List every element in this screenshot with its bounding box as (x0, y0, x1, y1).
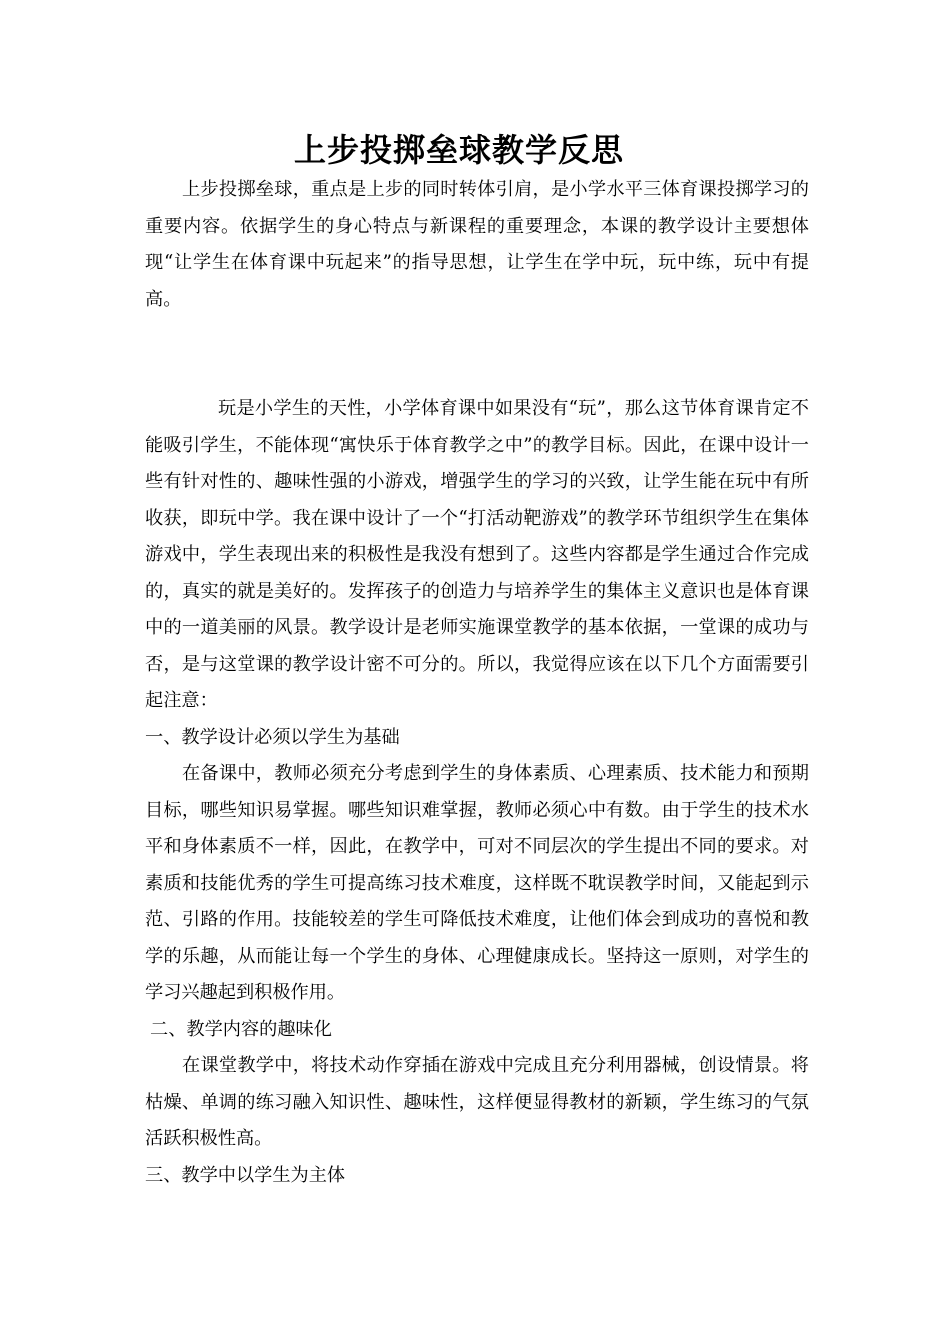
paragraph-play: 玩是小学生的天性，小学体育课中如果没有“玩”，那么这节体育课肯定不能吸引学生，不能体现“寓快乐于体育教学之中”的教学目标。因此，在课中设计一些有针对性的、趣味性强的小游戏，增强学生的学习的兴致，让学生能在玩中有所收获，即玩中学。我在课中设计了一个“打活动靶游戏”的教学环节组织学生在集体游戏中，学生表现出来的积极性是我没有想到了。这些内容都是学生通过合作完成的，真实的就是美好的。发挥孩子的创造力与培养学生的集体主义意识也是体育课中的一道美丽的风景。教学设计是老师实施课堂教学的基本依据，一堂课的成功与否，是与这堂课的教学设计密不可分的。所以，我觉得应该在以下几个方面需要引起注意： (145, 398, 809, 711)
paragraph-section-1: 在备课中，教师必须充分考虑到学生的身体素质、心理素质、技术能力和预期目标，哪些知识易掌握。哪些知识难掌握，教师必须心中有数。由于学生的技术水平和身体素质不一样，因此，在教学中，可对不同层次的学生提出不同的要求。对素质和技能优秀的学生可提高练习技术难度，这样既不耽误教学时间，又能起到示范、引路的作用。技能较差的学生可降低技术难度，让他们体会到成功的喜悦和教学的乐趣，从而能让每一个学生的身体、心理健康成长。坚持这一原则，对学生的学习兴趣起到积极作用。 (145, 763, 809, 1003)
section-heading-3: 三、教学中以学生为主体 (145, 1164, 346, 1186)
paragraph-gap (145, 318, 809, 391)
section-heading-2: 二、教学内容的趣味化 (150, 1018, 332, 1040)
paragraph-intro: 上步投掷垒球，重点是上步的同时转体引肩，是小学水平三体育课投掷学习的重要内容。依据学生的身心特点与新课程的重要理念，本课的教学设计主要想体现“让学生在体育课中玩起来”的指导思想，让学生在学中玩，玩中练，玩中有提高。 (145, 179, 809, 310)
document-body (145, 172, 809, 1194)
section-heading-1: 一、教学设计必须以学生为基础 (145, 726, 400, 748)
document-title: 上步投掷垒球教学反思 (293, 131, 624, 169)
paragraph-section-2: 在课堂教学中，将技术动作穿插在游戏中完成且充分利用器械，创设情景。将枯燥、单调的练习融入知识性、趣味性，这样便显得教材的新颖，学生练习的气氛活跃积极性高。 (145, 1055, 809, 1149)
